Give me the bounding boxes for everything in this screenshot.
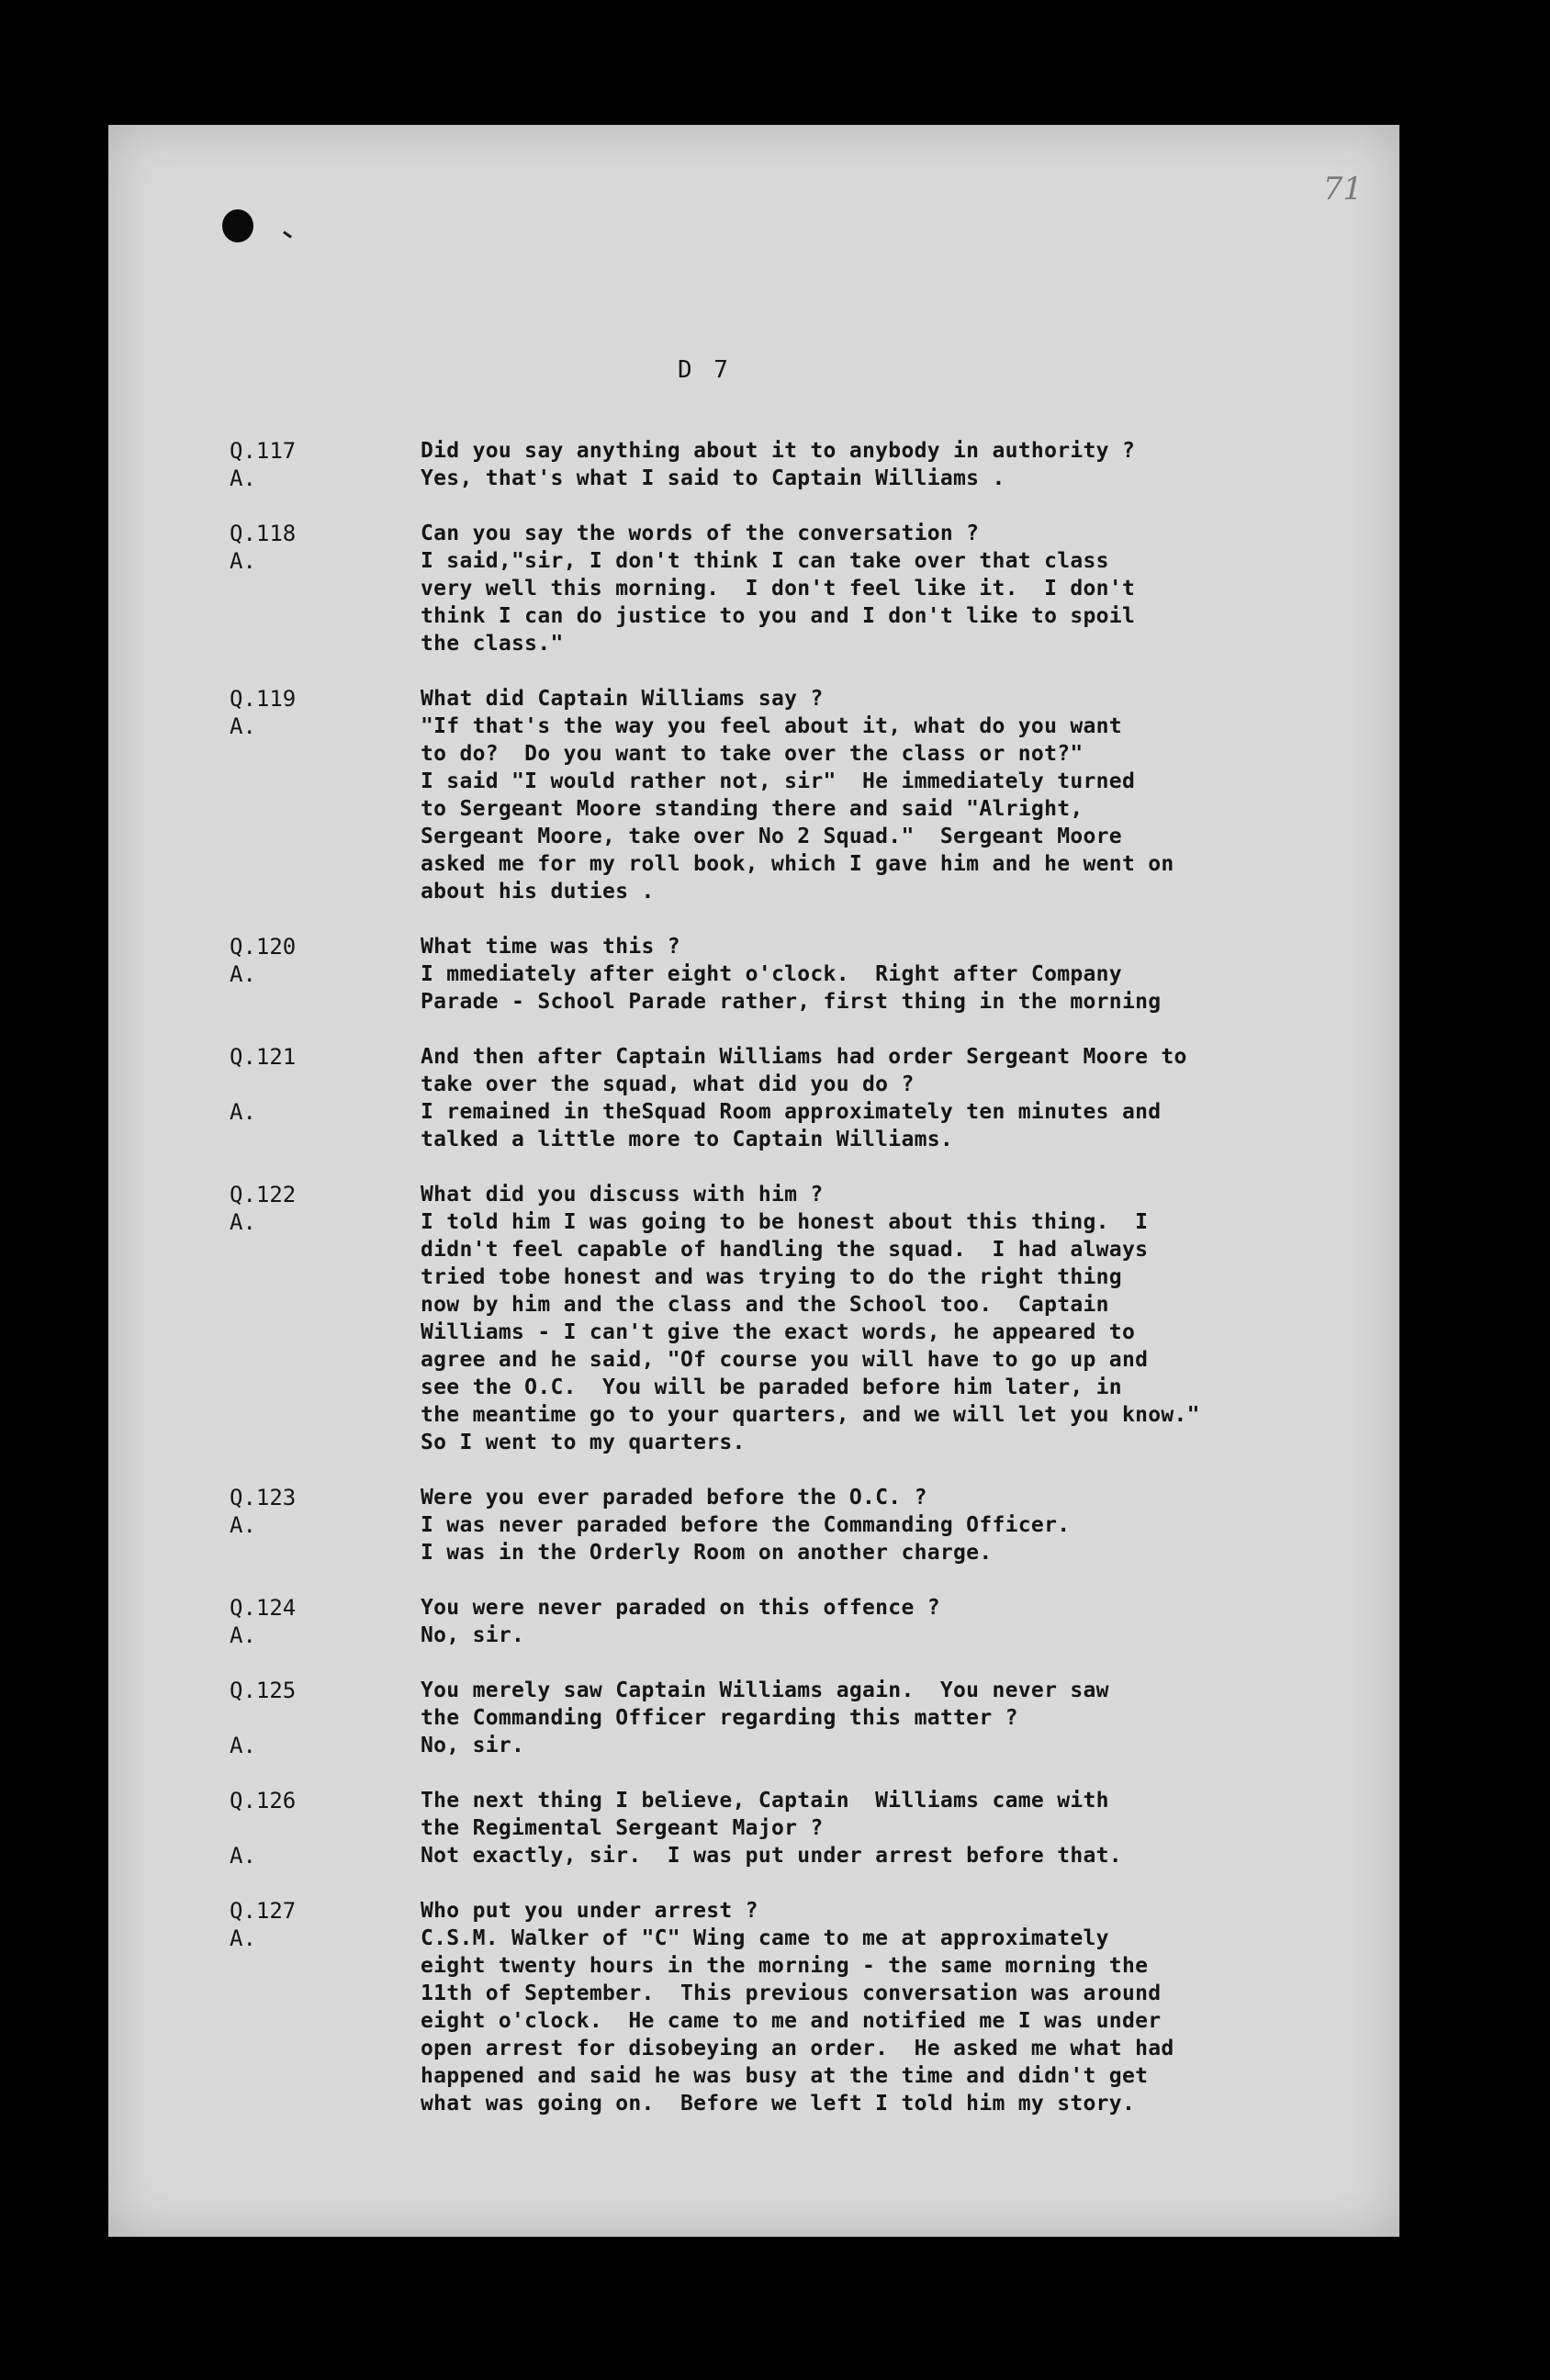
text-line: You were never paraded on this offence ?: [421, 1596, 940, 1620]
question-number: Q.124: [230, 1595, 297, 1621]
text-line: I was in the Orderly Room on another charge.: [421, 1541, 993, 1565]
punch-hole-tick: [283, 230, 292, 238]
text-line: Sergeant Moore, take over No 2 Squad." Sergeant Moore: [421, 825, 1122, 848]
text-line: very well this morning. I don't feel like it. I don't: [421, 577, 1136, 601]
text-line: happened and said he was busy at the time and didn't get: [421, 2064, 1149, 2088]
question-number: Q.126: [230, 1788, 297, 1813]
text-line: What did Captain Williams say ?: [421, 687, 824, 711]
qa-item: [108, 520, 1399, 657]
answer-label: A.: [230, 1209, 256, 1235]
text-line: Parade - School Parade rather, first thing in the morning: [421, 990, 1162, 1014]
qa-text: [421, 1484, 1376, 1566]
text-line: the meantime go to your quarters, and we will let you know.": [421, 1403, 1200, 1427]
answer-label: A.: [230, 466, 256, 491]
question-answer-list: [108, 437, 1399, 2145]
qa-text: [421, 1181, 1376, 1456]
qa-item: [108, 1484, 1399, 1566]
question-number: Q.117: [230, 438, 297, 464]
answer-label: A.: [230, 1733, 256, 1758]
qa-item: [108, 1787, 1399, 1869]
text-line: the Commanding Officer regarding this matter ?: [421, 1706, 1018, 1730]
question-number: Q.125: [230, 1678, 297, 1703]
text-line: The next thing I believe, Captain Williams came with: [421, 1789, 1109, 1813]
qa-text: [421, 437, 1376, 492]
text-line: Were you ever paraded before the O.C. ?: [421, 1486, 927, 1510]
text-line: I remained in theSquad Room approximately ten minutes and: [421, 1100, 1162, 1124]
text-line: talked a little more to Captain Williams.: [421, 1128, 954, 1151]
text-line: You merely saw Captain Williams again. You never saw: [421, 1678, 1109, 1702]
text-line: tried tobe honest and was trying to do the right thing: [421, 1265, 1122, 1289]
answer-label: A.: [230, 713, 256, 739]
text-line: agree and he said, "Of course you will have to go up and: [421, 1348, 1149, 1372]
text-line: No, sir.: [421, 1623, 525, 1647]
text-line: the class.": [421, 632, 564, 656]
text-line: No, sir.: [421, 1734, 525, 1757]
text-line: So I went to my quarters.: [421, 1431, 746, 1454]
text-line: Williams - I can't give the exact words, he appeared to: [421, 1320, 1136, 1344]
qa-text: [421, 520, 1376, 657]
qa-item: [108, 933, 1399, 1016]
qa-text: [421, 933, 1376, 1016]
text-line: Who put you under arrest ?: [421, 1899, 758, 1923]
text-line: the Regimental Sergeant Major ?: [421, 1816, 824, 1840]
qa-item: [108, 1677, 1399, 1759]
document-page: [108, 125, 1399, 2237]
text-line: to do? Do you want to take over the class or not?": [421, 742, 1084, 766]
text-line: I was never paraded before the Commanding Officer.: [421, 1513, 1071, 1537]
text-line: Not exactly, sir. I was put under arrest before that.: [421, 1844, 1122, 1868]
text-line: C.S.M. Walker of "C" Wing came to me at approximately: [421, 1926, 1109, 1950]
question-number: Q.123: [230, 1485, 297, 1510]
text-line: I told him I was going to be honest about this thing. I: [421, 1210, 1149, 1234]
qa-text: [421, 1787, 1376, 1869]
question-number: Q.119: [230, 686, 297, 712]
answer-label: A.: [230, 1512, 256, 1538]
text-line: didn't feel capable of handling the squad. I had always: [421, 1238, 1149, 1262]
qa-text: [421, 685, 1376, 905]
qa-text: [421, 1043, 1376, 1153]
answer-label: A.: [230, 1843, 256, 1869]
page-number: D 7: [678, 356, 732, 384]
text-line: What did you discuss with him ?: [421, 1183, 824, 1207]
answer-label: A.: [230, 1099, 256, 1125]
text-line: What time was this ?: [421, 935, 680, 959]
answer-label: A.: [230, 548, 256, 574]
corner-page-mark: 71: [1322, 171, 1363, 208]
text-line: And then after Captain Williams had order Sergeant Moore to: [421, 1045, 1187, 1069]
text-line: take over the squad, what did you do ?: [421, 1072, 915, 1096]
text-line: I said,"sir, I don't think I can take over that class: [421, 549, 1109, 573]
qa-item: [108, 437, 1399, 492]
qa-text: [421, 1594, 1376, 1649]
text-line: asked me for my roll book, which I gave him and he went on: [421, 852, 1174, 876]
punch-hole-mark: [222, 209, 253, 242]
text-line: 11th of September. This previous conversation was around: [421, 1981, 1162, 2005]
text-line: about his duties .: [421, 880, 655, 904]
text-line: think I can do justice to you and I don't like to spoil: [421, 604, 1136, 628]
text-line: eight twenty hours in the morning - the same morning the: [421, 1954, 1149, 1978]
text-line: Did you say anything about it to anybody in authority ?: [421, 439, 1136, 463]
qa-item: [108, 1043, 1399, 1153]
text-line: Yes, that's what I said to Captain Williams .: [421, 466, 1005, 490]
answer-label: A.: [230, 961, 256, 987]
text-line: I said "I would rather not, sir" He immediately turned: [421, 769, 1136, 793]
answer-label: A.: [230, 1622, 256, 1648]
question-number: Q.120: [230, 934, 297, 960]
answer-label: A.: [230, 1925, 256, 1951]
text-line: to Sergeant Moore standing there and said "Alright,: [421, 797, 1084, 821]
text-line: see the O.C. You will be paraded before him later, in: [421, 1375, 1122, 1399]
qa-item: [108, 685, 1399, 905]
qa-text: [421, 1897, 1376, 2117]
text-line: "If that's the way you feel about it, what do you want: [421, 714, 1122, 738]
question-number: Q.127: [230, 1898, 297, 1924]
qa-text: [421, 1677, 1376, 1759]
text-line: Can you say the words of the conversation ?: [421, 522, 980, 545]
text-line: I mmediately after eight o'clock. Right after Company: [421, 962, 1122, 986]
text-line: eight o'clock. He came to me and notified me I was under: [421, 2009, 1162, 2033]
question-number: Q.121: [230, 1044, 297, 1070]
qa-item: [108, 1897, 1399, 2117]
qa-item: [108, 1181, 1399, 1456]
qa-item: [108, 1594, 1399, 1649]
text-line: what was going on. Before we left I told him my story.: [421, 2092, 1136, 2116]
text-line: open arrest for disobeying an order. He asked me what had: [421, 2037, 1174, 2060]
question-number: Q.118: [230, 521, 297, 546]
question-number: Q.122: [230, 1182, 297, 1207]
text-line: now by him and the class and the School too. Captain: [421, 1293, 1109, 1317]
